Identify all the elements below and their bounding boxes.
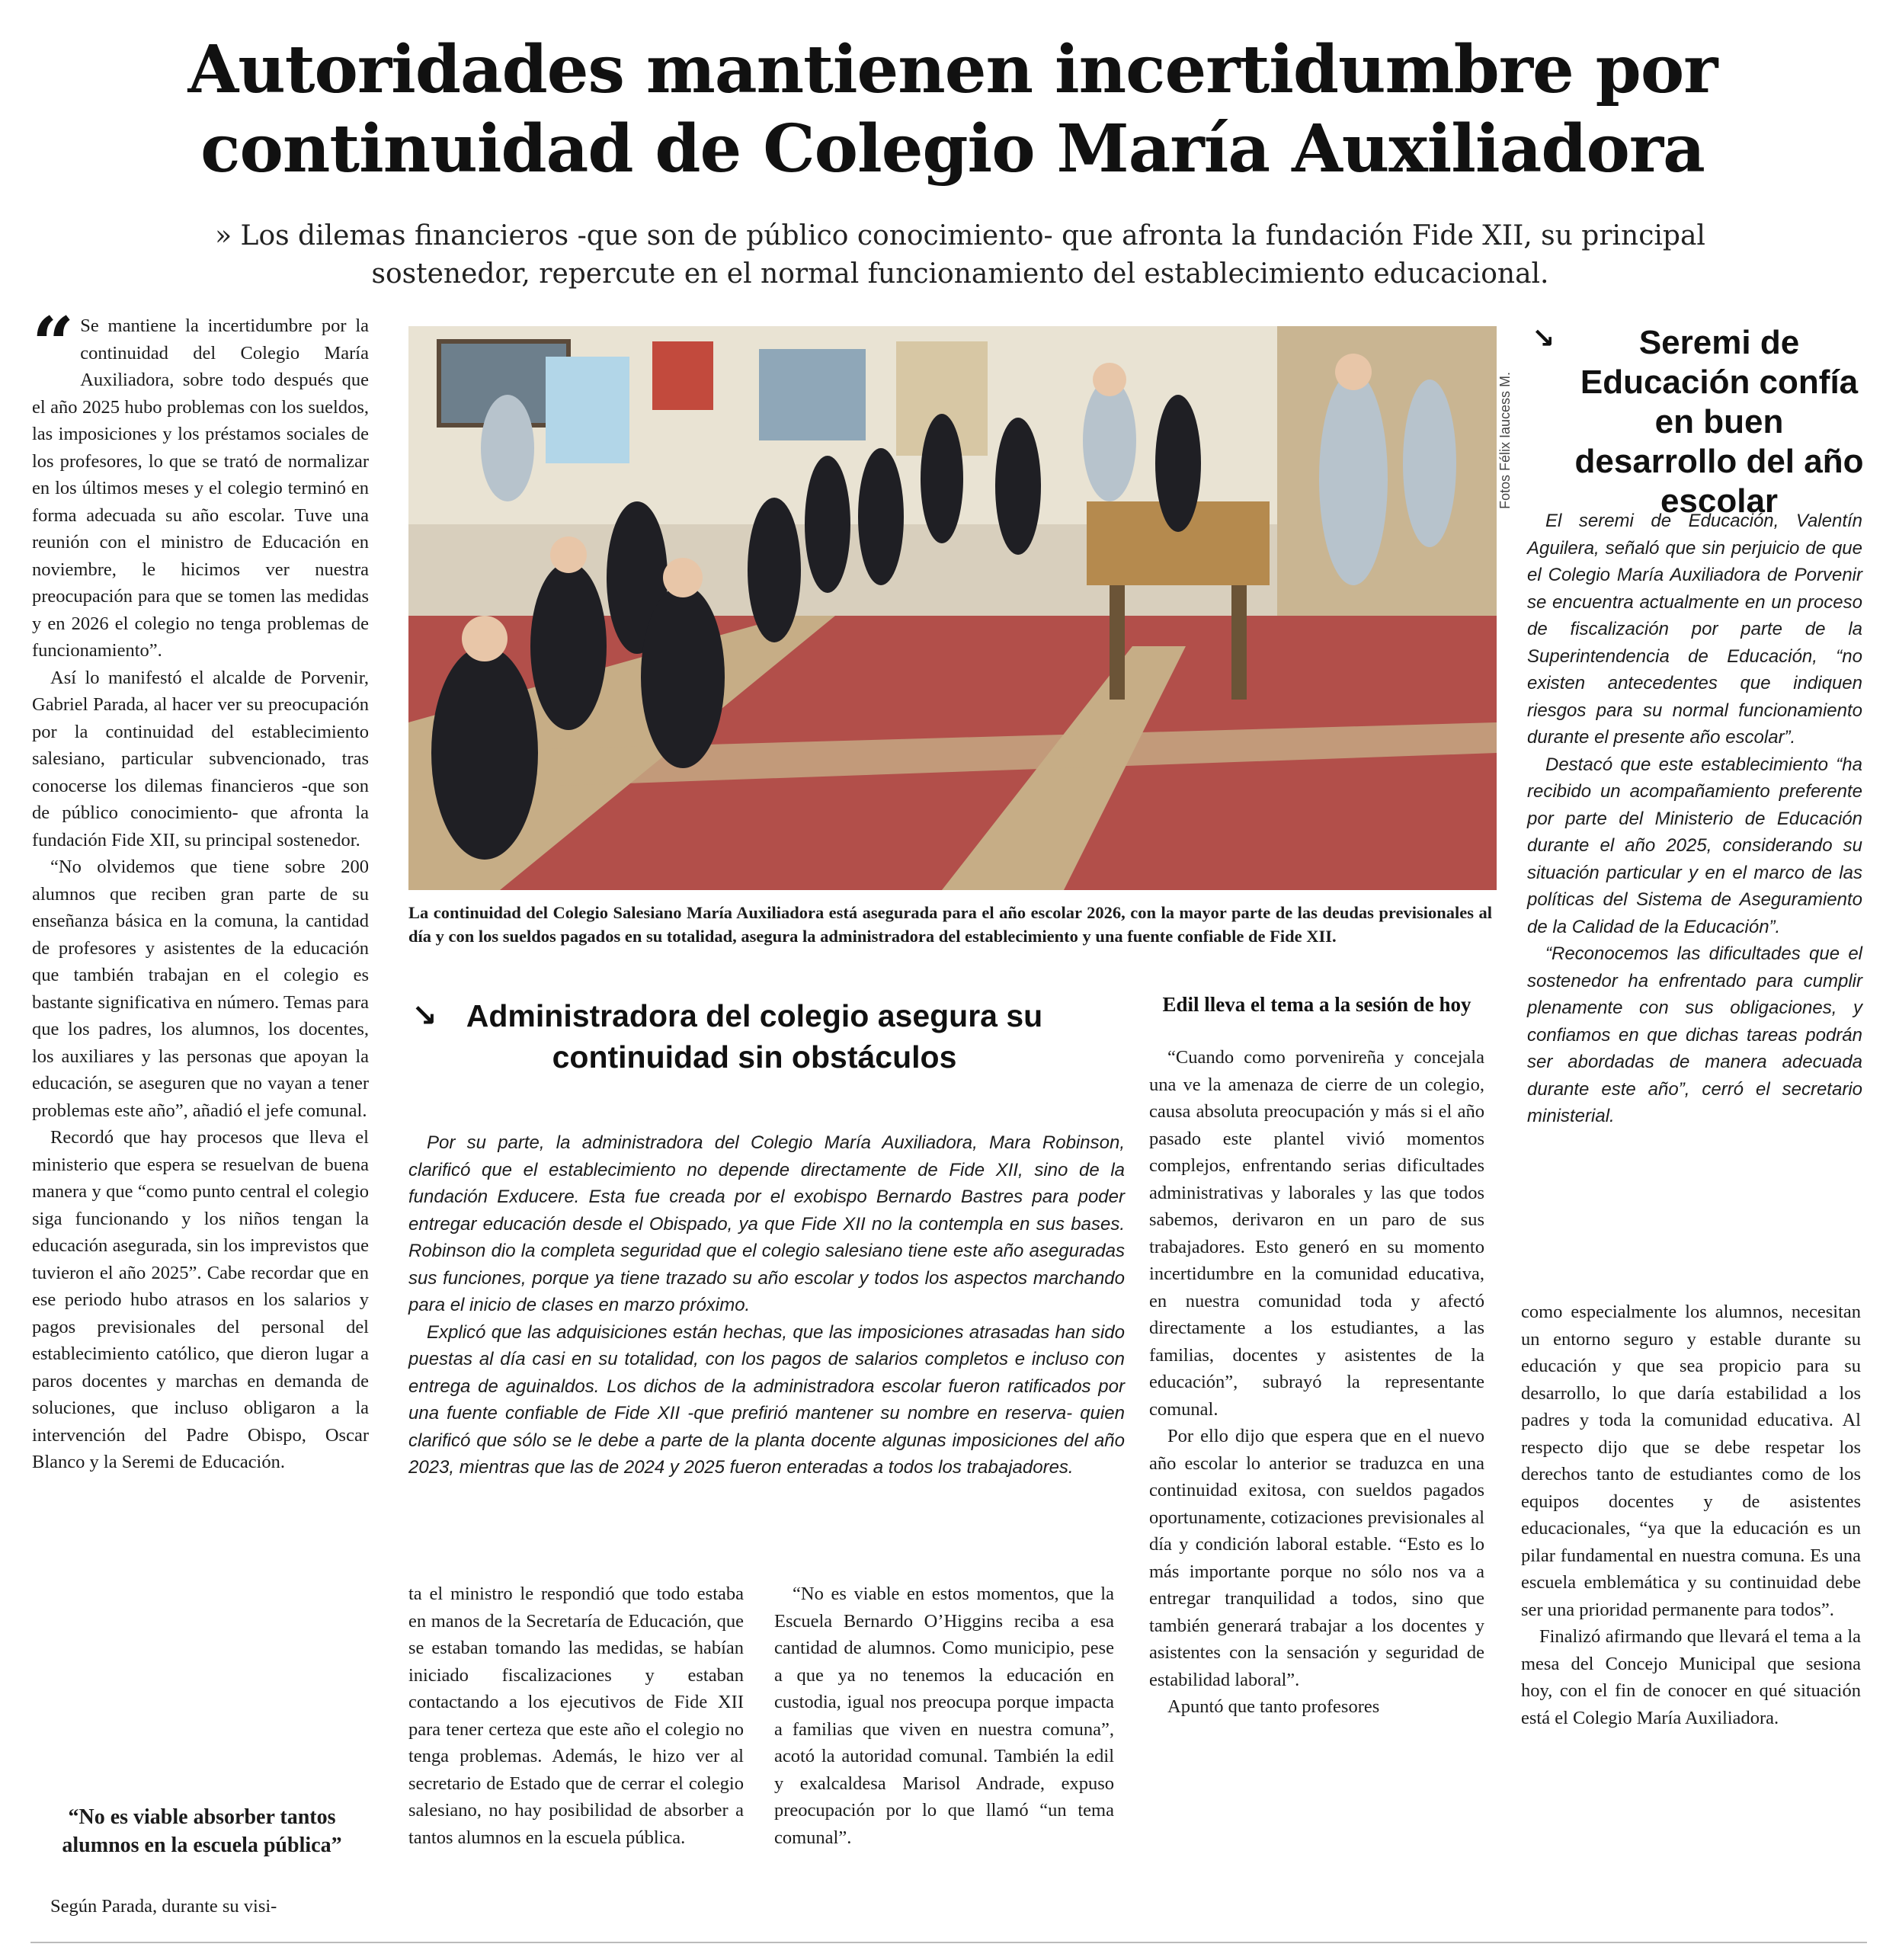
- edil-title: Edil lleva el tema a la sesión de hoy: [1162, 993, 1471, 1016]
- admin-subhead: [412, 995, 1082, 1078]
- admin-paragraph-1: Por su parte, la administradora del Colegio María Auxiliadora, Mara Robinson, clarificó que el establecimiento no depende directamente de Fide XII, sino de la fundación Exducere. Esta fue creada por el exobispo Bernardo Bastres para poder entregar educación desde el Obispado, ya que Fide XII no la contempla en sus bases. Robinson dio la completa seguridad que el colegio salesiano tiene este año aseguradas sus funciones, porque ya tiene trazado su año escolar y todos los aspectos marchando para el inicio de clases en marzo próximo.: [408, 1132, 1125, 1315]
- deck-arrow-icon: »: [215, 220, 232, 251]
- arrow-icon: ↘: [412, 998, 437, 1033]
- col5-paragraph-1: como especialmente los alumnos, necesitan un entorno seguro y estable durante su educación y que sea propicio para su desarrollo, lo que daría estabilidad a los padres y toda la comunidad educativa. Al respecto dijo que se debe respetar los derechos tanto de estudiantes como de los equipos docentes y de asistentes educacionales, “ya que la educación es un pilar fundamental en nuestra comuna. Es una escuela emblemática y su continuidad debe ser una prioridad permanente para todos”.: [1521, 1302, 1861, 1620]
- column-3-bottom: [774, 1580, 1114, 1851]
- column-5-bottom: [1521, 1299, 1861, 1731]
- column-2-bottom: [408, 1580, 744, 1851]
- photo-illustration: [408, 326, 1497, 890]
- edil-body: [1149, 1044, 1484, 1721]
- photo-credit: Fotos Félix Iaucess M.: [1497, 371, 1513, 509]
- opening-quote-icon: “: [32, 301, 75, 387]
- school-photo: [408, 326, 1497, 890]
- col1-paragraph-2: Así lo manifestó el alcalde de Porvenir, Gabriel Parada, al hacer ver su preocupación por la continuidad del establecimiento salesiano, particular subvencionado, tras conocerse los dilemas financieros -que son de público conocimiento- que afronta la fundación Fide XII, su principal sostenedor.: [32, 667, 369, 850]
- bottom-rule: [30, 1942, 1867, 1943]
- pullquote: “No es viable absorber tantos alumnos en la escuela pública”: [62, 1805, 342, 1857]
- admin-title: Administradora del colegio asegura su continuidad sin obstáculos: [466, 998, 1043, 1074]
- col3-paragraph: “No es viable en estos momentos, que la Escuela Bernardo O’Higgins reciba a esa cantidad de alumnos. Como municipio, pese a que ya no tenemos la educación en custodia, igual nos preocupa porque impacta a familias que viven en nuestra comuna”, acotó la autoridad comunal. También la edil y exalcaldesa Marisol Andrade, expuso preocupación por lo que llamó “un tema comunal”.: [774, 1584, 1114, 1848]
- headline: Autoridades mantienen incertidumbre por continuidad de Colegio María Auxiliadora: [187, 31, 1718, 187]
- seremi-body: [1527, 508, 1862, 1130]
- edil-paragraph-3: Apuntó que tanto profesores: [1167, 1696, 1380, 1717]
- edil-paragraph-1: “Cuando como porvenireña y concejala una ve la amenaza de cierre de un colegio, causa absoluta preocupación y más si el año pasado este plantel vivió momentos complejos, enfrentando serias dificultades administrativas y laborales y las que todos sabemos, derivaron en un paro de sus trabajadores. Esto generó en su momento incertidumbre en la comunidad educativa, en nuestra comunidad toda y afectó directamente a los estudiantes, a las familias, docentes y asistentes de la educación”, subrayó la representante comunal.: [1149, 1047, 1484, 1420]
- arrow-icon: ↘: [1532, 323, 1555, 354]
- column-1: [32, 301, 369, 1476]
- col1-paragraph-5: Según Parada, durante su visi-: [50, 1896, 277, 1917]
- seremi-paragraph-2: Destacó que este establecimiento “ha recibido un acompañamiento preferente por parte del Ministerio de Educación durante el año 2025, considerando su situación particular y en el marco de las políticas del Sistema de Aseguramiento de la Calidad de la Educación”.: [1527, 754, 1862, 937]
- col2-paragraph: ta el ministro le respondió que todo estaba en manos de la Secretaría de Educación, que se estaban tomando las medidas, se habían iniciado fiscalizaciones y estaban contactando a los ejecutivos de Fide XII para tener certeza que este año el colegio no tenga problemas. Además, le hizo ver al secretario de Estado que de cerrar el colegio salesiano, no hay posibilidad de absorber a tantos alumnos en la escuela pública.: [408, 1584, 744, 1848]
- deck-text: Los dilemas financieros -que son de público conocimiento- que afronta la fundación Fide XII, su principal sostenedor, repercute en el normal funcionamiento del establecimiento educacional.: [240, 220, 1705, 290]
- edil-paragraph-2: Por ello dijo que espera que en el nuevo año escolar lo anterior se traduzca en una continuidad exitosa, con sueldos pagados oportunamente, cotizaciones previsionales al día y condición laboral estable. “Esto es lo más importante porque no sólo nos va a entregar tranquilidad a todos, sino que también generará trabajar a los docentes y asistentes con la sensación y seguridad de estabilidad laboral”.: [1149, 1426, 1484, 1690]
- col1-paragraph-3: “No olvidemos que tiene sobre 200 alumnos que reciben gran parte de su enseñanza básica en la comuna, la cantidad de profesores y asistentes de la educación que también trabajan en el colegio es bastante significativa en número. Temas para que los padres, los alumnos, los docentes, los auxiliares y las personas que apoyan la educación, se aseguren que no vayan a tener problemas este año”, añadió el jefe comunal.: [32, 857, 369, 1121]
- admin-body: [408, 1129, 1125, 1481]
- seremi-subhead: [1532, 323, 1869, 521]
- seremi-paragraph-3: “Reconocemos las dificultades que el sostenedor ha enfrentado para cumplir plenamente con sus obligaciones, y confiamos en que dichas tareas podrán ser abordadas de manera adecuada durante este año”, cerró el secretario ministerial.: [1527, 943, 1862, 1126]
- col1-paragraph-4: Recordó que hay procesos que lleva el ministerio que espera se resuelvan de buena manera y que “como punto central el colegio siga funcionando y los niños tengan la educación asegurada, sin los imprevistos que tuvieron el año 2025”. Cabe recordar que en ese periodo hubo atrasos en los salarios y pagos previsionales del personal del establecimiento católico, que dieron lugar a paros docentes y marchas en demanda de soluciones, que incluso obligaron a la intervención del Padre Obispo, Oscar Blanco y la Seremi de Educación.: [32, 1127, 369, 1472]
- admin-paragraph-2: Explicó que las adquisiciones están hechas, que las imposiciones atrasadas han sido puestas al día casi en su totalidad, con los pagos de salarios completos e incluso con entrega de aguinaldos. Los dichos de la administradora escolar fueron ratificados por una fuente confiable de Fide XII -que prefirió mantener su nombre en reserva- quien clarificó que sólo se le debe a parte de la planta docente algunas imposiciones del año 2023, mientras que las de 2024 y 2025 fueron enteradas a todos los trabajadores.: [408, 1321, 1125, 1478]
- seremi-paragraph-1: El seremi de Educación, Valentín Aguilera, señaló que sin perjuicio de que el Colegio María Auxiliadora de Porvenir se encuentra actualmente en un proceso de fiscalización por parte de la Superintendencia de Educación, “no existen antecedentes que indiquen riesgos para su normal funcionamiento durante el presente año escolar”.: [1527, 511, 1862, 748]
- deck: [175, 217, 1745, 293]
- column-1-end: [32, 1893, 369, 1920]
- col1-paragraph-1: Se mantiene la incertidumbre por la continuidad del Colegio María Auxiliadora, sobre todo después que el año 2025 hubo problemas con los sueldos, las imposiciones y los préstamos sociales de los profesores, lo que se trató de normalizar en los últimos meses y el colegio terminó en forma adecuada su año escolar. Tuve una reunión con el ministro de Educación en noviembre, le hicimos ver nuestra preocupación para que se tomen las medidas y en 2026 el colegio no tenga problemas de funcionamiento”.: [32, 315, 369, 661]
- photo-caption: La continuidad del Colegio Salesiano María Auxiliadora está asegurada para el año escolar 2026, con la mayor parte de las deudas previsionales al día y con los sueldos pagados en su totalidad, asegura la administradora del establecimiento y una fuente confiable de Fide XII.: [408, 903, 1492, 946]
- seremi-title: Seremi de Educación confía en buen desarrollo del año escolar: [1574, 324, 1864, 520]
- col5-paragraph-2: Finalizó afirmando que llevará el tema a la mesa del Concejo Municipal que sesiona hoy, con el fin de conocer en qué situación está el Colegio María Auxiliadora.: [1521, 1626, 1861, 1728]
